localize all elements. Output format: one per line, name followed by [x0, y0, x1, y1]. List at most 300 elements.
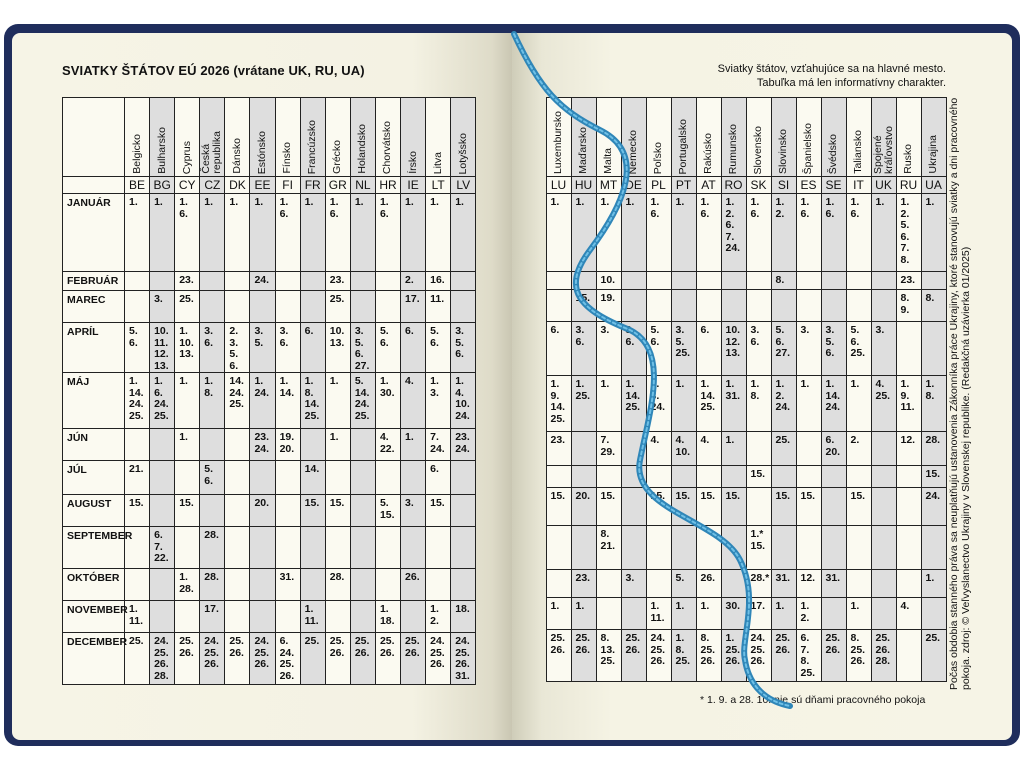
holiday-cell: 19. 20.: [275, 429, 300, 461]
holiday-cell: 12.: [796, 570, 821, 598]
holiday-cell: 8. 21.: [596, 526, 621, 570]
month-label: MAREC: [63, 291, 125, 323]
country-name-header: [150, 98, 175, 177]
table-row: [546, 570, 946, 598]
holiday-cell: 1. 6.: [821, 194, 846, 272]
holiday-cell: [200, 429, 225, 461]
holiday-cell: [796, 432, 821, 466]
holiday-cell: [896, 630, 921, 682]
holiday-cell: 1. 9. 14. 25.: [546, 376, 571, 432]
holiday-cell: [250, 527, 275, 569]
holiday-cell: 1. 24.: [250, 373, 275, 429]
holiday-cell: [300, 272, 325, 291]
holiday-cell: [546, 526, 571, 570]
month-label: NOVEMBER: [63, 601, 125, 633]
holiday-cell: [721, 570, 746, 598]
holiday-cell: 15.: [846, 488, 871, 526]
country-name-header: [125, 98, 150, 177]
holiday-cell: [821, 466, 846, 488]
holiday-cell: 10. 13.: [325, 323, 350, 373]
holiday-cell: [275, 527, 300, 569]
table-row: [63, 527, 476, 569]
holiday-cell: 6.: [546, 322, 571, 376]
holiday-cell: [350, 461, 375, 495]
holiday-cell: [646, 272, 671, 290]
holiday-cell: [275, 272, 300, 291]
country-name-header: [546, 98, 571, 177]
holiday-cell: 6.: [401, 323, 426, 373]
holiday-cell: 10.: [596, 272, 621, 290]
country-name: Grécko: [331, 140, 344, 174]
holiday-cell: [250, 569, 275, 601]
holiday-table-right: [546, 97, 947, 682]
country-name-header: [871, 98, 896, 177]
holiday-cell: 23.: [175, 272, 200, 291]
holiday-cell: 20.: [571, 488, 596, 526]
holiday-cell: [771, 290, 796, 322]
holiday-cell: 15.: [426, 495, 451, 527]
holiday-cell: 1.: [200, 194, 225, 272]
holiday-cell: [846, 526, 871, 570]
holiday-cell: 15.: [771, 488, 796, 526]
holiday-cell: [125, 429, 150, 461]
holiday-cell: [250, 601, 275, 633]
country-name: Nemecko: [627, 129, 639, 174]
holiday-cell: 18.: [451, 601, 476, 633]
holiday-cell: 21.: [125, 461, 150, 495]
table-row: [63, 633, 476, 685]
country-name-header: [250, 98, 275, 177]
country-name-header: [771, 98, 796, 177]
country-name: Poľsko: [652, 141, 664, 174]
holiday-cell: [821, 290, 846, 322]
country-name-header: [571, 98, 596, 177]
holiday-cell: 23.: [546, 432, 571, 466]
side-note-text: Počas obdobia stanného práva sa neuplatňujú ustanovenia Zákonníka práce Ukrajiny, ktoré stanovujú sviatky a dni pracovného pokoja. zdroj: © Veľvyslanectvo Ukrajiny v Slovenskej republike. (Redakčná uzávierka 01/2025): [948, 97, 972, 690]
country-name-header: [451, 98, 476, 177]
holiday-cell: [921, 272, 946, 290]
holiday-cell: 15.: [646, 488, 671, 526]
holiday-cell: 1.: [721, 432, 746, 466]
month-label: SEPTEMBER: [63, 527, 125, 569]
holiday-cell: 23.: [571, 570, 596, 598]
info-note-line-2: Tabuľka má len informatívny charakter.: [756, 77, 946, 89]
holiday-cell: 15.: [696, 488, 721, 526]
holiday-cell: [300, 291, 325, 323]
holiday-cell: [401, 527, 426, 569]
holiday-cell: [175, 461, 200, 495]
holiday-cell: 25. 26.: [175, 633, 200, 685]
country-name-header: [746, 98, 771, 177]
country-name: Estónsko: [256, 130, 269, 174]
country-name: Lotyšsko: [456, 132, 469, 174]
table-row: [546, 376, 946, 432]
holiday-cell: [225, 429, 250, 461]
holiday-cell: 17.: [401, 291, 426, 323]
holiday-cell: [225, 527, 250, 569]
holiday-cell: 25.: [325, 291, 350, 323]
holiday-cell: 28.*: [746, 570, 771, 598]
holiday-cell: [225, 601, 250, 633]
holiday-cell: 1.: [921, 570, 946, 598]
holiday-cell: [451, 495, 476, 527]
holiday-cell: 1. 2. 5. 6. 7. 8.: [896, 194, 921, 272]
table-row: [546, 194, 946, 272]
holiday-cell: 1.: [125, 194, 150, 272]
holiday-cell: [746, 272, 771, 290]
holiday-cell: 25. 26.: [571, 630, 596, 682]
holiday-cell: [871, 488, 896, 526]
table-row: [546, 290, 946, 322]
holiday-cell: 1.: [671, 194, 696, 272]
country-name-header: [921, 98, 946, 177]
holiday-cell: 1. 3.: [426, 373, 451, 429]
holiday-cell: [225, 461, 250, 495]
holiday-cell: 24.: [921, 488, 946, 526]
holiday-cell: 1.: [846, 598, 871, 630]
holiday-cell: [225, 291, 250, 323]
holiday-cell: [175, 527, 200, 569]
country-name-header: [275, 98, 300, 177]
country-code: HR: [375, 177, 400, 194]
holiday-cell: [571, 466, 596, 488]
holiday-cell: 24. 25. 26. 31.: [451, 633, 476, 685]
holiday-cell: 10. 12. 13.: [721, 322, 746, 376]
holiday-cell: 1. 2.: [796, 598, 821, 630]
country-name: Španielsko: [802, 122, 814, 174]
country-name: Švédsko: [827, 133, 839, 174]
holiday-cell: 1.: [596, 194, 621, 272]
country-name-header: [300, 98, 325, 177]
country-code: LU: [546, 177, 571, 194]
holiday-cell: 1. 14. 24.: [821, 376, 846, 432]
holiday-cell: [746, 290, 771, 322]
holiday-cell: 1. 11.: [300, 601, 325, 633]
holiday-cell: 2.: [401, 272, 426, 291]
holiday-cell: 3. 5.: [250, 323, 275, 373]
country-code: LV: [451, 177, 476, 194]
table-row: [63, 373, 476, 429]
holiday-cell: [150, 461, 175, 495]
holiday-cell: 4. 10.: [671, 432, 696, 466]
holiday-cell: 17.: [746, 598, 771, 630]
holiday-cell: 15.: [125, 495, 150, 527]
holiday-table-left: [62, 97, 476, 685]
table-row: [546, 598, 946, 630]
table-row: [546, 322, 946, 376]
holiday-cell: [621, 598, 646, 630]
holiday-cell: [721, 272, 746, 290]
holiday-cell: 15.: [300, 495, 325, 527]
country-name: Slovensko: [752, 125, 764, 174]
holiday-cell: 1. 8.: [200, 373, 225, 429]
holiday-cell: 6. 7. 8. 25.: [796, 630, 821, 682]
holiday-cell: 1. 2.: [771, 194, 796, 272]
holiday-cell: 15.: [596, 488, 621, 526]
country-name: Luxembursko: [552, 110, 564, 174]
holiday-cell: 1. 25.: [571, 376, 596, 432]
holiday-cell: [821, 488, 846, 526]
holiday-cell: [451, 527, 476, 569]
holiday-cell: 24. 25. 26.: [746, 630, 771, 682]
holiday-cell: [671, 272, 696, 290]
holiday-cell: 20.: [250, 495, 275, 527]
holiday-cell: 19.: [596, 290, 621, 322]
holiday-cell: [350, 601, 375, 633]
country-name-header: [225, 98, 250, 177]
holiday-cell: [375, 461, 400, 495]
country-code: RU: [896, 177, 921, 194]
country-name-header: [375, 98, 400, 177]
country-name: Portugalsko: [677, 118, 689, 174]
holiday-cell: 1. 10. 13.: [175, 323, 200, 373]
month-label: FEBRUÁR: [63, 272, 125, 291]
country-name-header: [846, 98, 871, 177]
side-note: [948, 96, 982, 690]
country-code: HU: [571, 177, 596, 194]
holiday-cell: 1. 31.: [721, 376, 746, 432]
holiday-cell: 1.: [250, 194, 275, 272]
holiday-cell: 1. 8.: [746, 376, 771, 432]
holiday-cell: 28.: [200, 527, 225, 569]
holiday-cell: 15.: [721, 488, 746, 526]
holiday-cell: [375, 527, 400, 569]
holiday-cell: 3.: [596, 322, 621, 376]
country-name: Slovinsko: [777, 129, 789, 174]
country-name: Maďarsko: [577, 127, 589, 174]
holiday-cell: 25.: [175, 291, 200, 323]
holiday-cell: 5. 6.: [426, 323, 451, 373]
holiday-cell: [621, 488, 646, 526]
holiday-cell: 8. 13. 25.: [596, 630, 621, 682]
holiday-cell: 24. 25. 26.: [250, 633, 275, 685]
holiday-cell: [896, 466, 921, 488]
holiday-cell: [375, 569, 400, 601]
holiday-cell: [846, 290, 871, 322]
holiday-cell: 25. 26.: [821, 630, 846, 682]
holiday-cell: [721, 526, 746, 570]
month-label: OKTÓBER: [63, 569, 125, 601]
holiday-cell: 15.: [671, 488, 696, 526]
holiday-cell: 7. 29.: [596, 432, 621, 466]
holiday-cell: 3. 5. 6. 27.: [350, 323, 375, 373]
holiday-cell: 3.: [796, 322, 821, 376]
page-title: SVIATKY ŠTÁTOV EÚ 2026 (vrátane UK, RU, UA): [62, 63, 365, 78]
holiday-cell: 1. 8. 25.: [671, 630, 696, 682]
holiday-cell: 1. 6.: [696, 194, 721, 272]
month-label: JÚL: [63, 461, 125, 495]
header-corner: [63, 98, 125, 177]
country-name: Rumunsko: [727, 123, 739, 174]
holiday-cell: 17.: [200, 601, 225, 633]
holiday-cell: [275, 461, 300, 495]
holiday-cell: 5. 6.: [375, 323, 400, 373]
holiday-cell: 1.: [796, 376, 821, 432]
holiday-cell: 3.: [401, 495, 426, 527]
holiday-cell: 1. 3. 24.: [646, 376, 671, 432]
holiday-cell: [871, 526, 896, 570]
holiday-cell: 25. 26. 28.: [871, 630, 896, 682]
country-name: Francúzsko: [306, 119, 319, 174]
holiday-cell: 31.: [275, 569, 300, 601]
holiday-cell: [401, 461, 426, 495]
holiday-cell: [375, 291, 400, 323]
holiday-cell: [721, 466, 746, 488]
table-row: [63, 569, 476, 601]
holiday-cell: [300, 569, 325, 601]
holiday-cell: 15.: [796, 488, 821, 526]
holiday-cell: 30.: [721, 598, 746, 630]
country-code: DE: [621, 177, 646, 194]
country-code: MT: [596, 177, 621, 194]
holiday-cell: 15.: [325, 495, 350, 527]
country-code: BG: [150, 177, 175, 194]
holiday-cell: 8.: [771, 272, 796, 290]
holiday-cell: [821, 272, 846, 290]
holiday-cell: [846, 272, 871, 290]
footnote: * 1. 9. a 28. 10. nie sú dňami pracovného pokoja: [700, 694, 926, 706]
holiday-cell: 4.: [896, 598, 921, 630]
holiday-cell: [596, 466, 621, 488]
country-code: GR: [325, 177, 350, 194]
country-code: EE: [250, 177, 275, 194]
holiday-cell: [846, 570, 871, 598]
country-code: NL: [350, 177, 375, 194]
holiday-cell: [275, 291, 300, 323]
holiday-cell: 12.: [896, 432, 921, 466]
holiday-cell: [621, 272, 646, 290]
holiday-cell: [671, 290, 696, 322]
country-name-header: [646, 98, 671, 177]
holiday-cell: 1. 14. 25.: [621, 376, 646, 432]
holiday-cell: 3. 5. 6.: [451, 323, 476, 373]
info-note: [718, 62, 946, 90]
holiday-cell: 4.: [401, 373, 426, 429]
country-name: Chorvátsko: [381, 120, 394, 174]
holiday-cell: 2. 3. 5. 6.: [225, 323, 250, 373]
country-name-header: [696, 98, 721, 177]
holiday-cell: [571, 272, 596, 290]
country-name: Fínsko: [281, 142, 294, 174]
holiday-cell: 24. 25. 26. 28.: [150, 633, 175, 685]
country-name-header: [721, 98, 746, 177]
holiday-cell: 8. 9.: [896, 290, 921, 322]
holiday-cell: 1.: [671, 376, 696, 432]
holiday-cell: 5. 6.: [125, 323, 150, 373]
country-name: Belgicko: [130, 134, 143, 174]
holiday-cell: 4. 22.: [375, 429, 400, 461]
holiday-cell: 5. 6.: [646, 322, 671, 376]
holiday-cell: [451, 461, 476, 495]
holiday-cell: 24. 25. 26.: [426, 633, 451, 685]
holiday-cell: [325, 461, 350, 495]
country-code: UK: [871, 177, 896, 194]
holiday-cell: [275, 601, 300, 633]
country-code: ES: [796, 177, 821, 194]
holiday-cell: [150, 495, 175, 527]
holiday-cell: 6.: [300, 323, 325, 373]
holiday-cell: 15.: [546, 488, 571, 526]
holiday-cell: [325, 601, 350, 633]
holiday-cell: [696, 272, 721, 290]
holiday-cell: [871, 466, 896, 488]
holiday-cell: 1.* 15.: [746, 526, 771, 570]
holiday-cell: [746, 488, 771, 526]
holiday-cell: 1.: [325, 373, 350, 429]
table-row: [63, 601, 476, 633]
holiday-cell: [451, 291, 476, 323]
holiday-cell: 6. 20.: [821, 432, 846, 466]
country-name-header: [796, 98, 821, 177]
holiday-cell: [646, 290, 671, 322]
holiday-cell: [150, 569, 175, 601]
holiday-cell: [621, 466, 646, 488]
holiday-cell: [200, 272, 225, 291]
country-code: FI: [275, 177, 300, 194]
holiday-cell: 1. 11.: [646, 598, 671, 630]
country-name: Malta: [602, 148, 614, 174]
holiday-cell: 1.: [696, 598, 721, 630]
holiday-cell: 1. 2.: [426, 601, 451, 633]
holiday-cell: 11.: [426, 291, 451, 323]
table-row: [546, 526, 946, 570]
holiday-cell: [350, 291, 375, 323]
holiday-cell: 3. 6.: [621, 322, 646, 376]
holiday-cell: 5. 14. 24. 25.: [350, 373, 375, 429]
holiday-cell: 1. 8.: [921, 376, 946, 432]
holiday-cell: 1. 2. 6. 7. 24.: [721, 194, 746, 272]
holiday-cell: 1.: [401, 194, 426, 272]
country-code: PL: [646, 177, 671, 194]
holiday-cell: 3.: [871, 322, 896, 376]
holiday-cell: [646, 526, 671, 570]
holiday-cell: [350, 272, 375, 291]
holiday-cell: 1.: [350, 194, 375, 272]
country-code: SI: [771, 177, 796, 194]
holiday-cell: 15.: [746, 466, 771, 488]
holiday-cell: 31.: [771, 570, 796, 598]
holiday-cell: [771, 526, 796, 570]
holiday-cell: [571, 526, 596, 570]
holiday-cell: [696, 466, 721, 488]
country-name-header: [350, 98, 375, 177]
holiday-cell: [846, 466, 871, 488]
holiday-cell: [921, 526, 946, 570]
holiday-cell: 14. 24. 25.: [225, 373, 250, 429]
holiday-cell: [596, 570, 621, 598]
holiday-cell: [746, 432, 771, 466]
holiday-cell: 1.: [175, 429, 200, 461]
holiday-cell: 25.: [921, 630, 946, 682]
table-row: [63, 291, 476, 323]
holiday-cell: 1.: [846, 376, 871, 432]
holiday-cell: [571, 432, 596, 466]
table-row: [546, 466, 946, 488]
holiday-cell: 1. 30.: [375, 373, 400, 429]
holiday-cell: 1.: [300, 194, 325, 272]
holiday-cell: [225, 569, 250, 601]
holiday-cell: 1. 6.: [646, 194, 671, 272]
holiday-cell: 3.: [150, 291, 175, 323]
holiday-cell: [896, 570, 921, 598]
holiday-cell: 10. 11. 12. 13.: [150, 323, 175, 373]
holiday-cell: [921, 598, 946, 630]
country-name: Česká republika: [200, 131, 224, 174]
holiday-cell: 1.: [571, 194, 596, 272]
holiday-cell: 28.: [921, 432, 946, 466]
holiday-cell: 28.: [200, 569, 225, 601]
country-name: Litva: [431, 151, 444, 174]
